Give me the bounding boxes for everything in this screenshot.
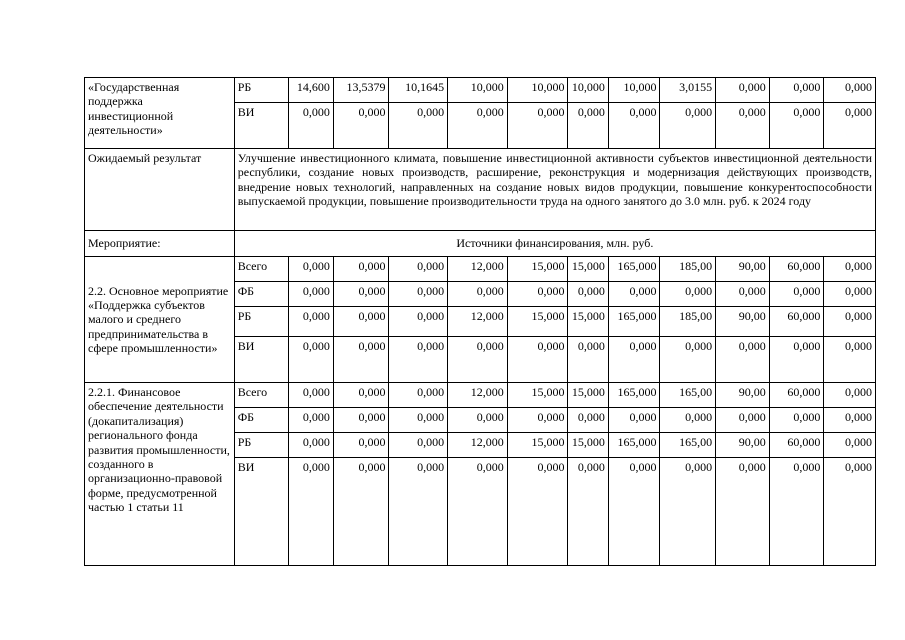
table-row — [85, 257, 876, 282]
value-cell: 0,000 — [716, 408, 770, 433]
value-cell: 0,000 — [333, 433, 389, 458]
value-cell: 0,000 — [507, 458, 568, 566]
source-cell: РБ — [234, 433, 289, 458]
value-cell: 12,000 — [448, 257, 508, 282]
value-cell: 0,000 — [289, 257, 334, 282]
value-cell: 0,000 — [660, 408, 716, 433]
value-cell: 0,000 — [769, 282, 824, 307]
value-cell: 10,000 — [608, 78, 660, 103]
value-cell: 90,00 — [716, 433, 770, 458]
value-cell: 165,00 — [660, 433, 716, 458]
value-cell: 0,000 — [289, 383, 334, 408]
value-cell: 185,00 — [660, 307, 716, 337]
value-cell: 12,000 — [448, 307, 508, 337]
source-cell: РБ — [234, 307, 289, 337]
value-cell: 0,000 — [824, 383, 876, 408]
value-cell: 60,000 — [769, 433, 824, 458]
value-cell: 0,000 — [289, 337, 334, 383]
value-cell: 0,000 — [608, 458, 660, 566]
value-cell: 15,000 — [507, 383, 568, 408]
value-cell: 0,000 — [333, 458, 389, 566]
value-cell: 0,000 — [824, 282, 876, 307]
source-cell: ФБ — [234, 408, 289, 433]
expected-result-label: Ожидаемый результат — [85, 149, 235, 231]
value-cell: 165,000 — [608, 383, 660, 408]
value-cell: 15,000 — [507, 257, 568, 282]
value-cell: 0,000 — [608, 282, 660, 307]
value-cell: 15,000 — [507, 307, 568, 337]
value-cell: 0,000 — [608, 337, 660, 383]
value-cell: 0,000 — [389, 307, 448, 337]
value-cell: 0,000 — [824, 78, 876, 103]
value-cell: 0,000 — [769, 458, 824, 566]
value-cell: 0,000 — [824, 408, 876, 433]
value-cell: 0,000 — [389, 433, 448, 458]
source-cell: РБ — [234, 78, 289, 103]
value-cell: 0,000 — [507, 103, 568, 149]
source-cell: ВИ — [234, 103, 289, 149]
value-cell: 0,000 — [716, 458, 770, 566]
value-cell: 0,000 — [389, 337, 448, 383]
value-cell: 10,000 — [448, 78, 508, 103]
source-cell: ВИ — [234, 337, 289, 383]
source-cell: ФБ — [234, 282, 289, 307]
expected-result-text: Улучшение инвестиционного климата, повышение инвестиционной активности субъектов инвестиционной деятельности республики, создание новых производств, расширение, реконструкция и модернизация действующих производств, внедрение новых технологий, направленных на создание новых видов продукции, повышение конкурентоспособности выпускаемой продукции, повышение производительности труда на одного занятого до 3.0 млн. руб. к 2024 году — [234, 149, 875, 231]
value-cell: 0,000 — [568, 103, 608, 149]
value-cell: 90,00 — [716, 257, 770, 282]
value-cell: 0,000 — [568, 458, 608, 566]
value-cell: 0,000 — [333, 103, 389, 149]
value-cell: 10,000 — [568, 78, 608, 103]
funding-sources-header: Источники финансирования, млн. руб. — [234, 231, 875, 257]
value-cell: 0,000 — [389, 282, 448, 307]
value-cell: 0,000 — [448, 337, 508, 383]
value-cell: 0,000 — [769, 408, 824, 433]
value-cell: 15,000 — [568, 257, 608, 282]
value-cell: 0,000 — [333, 282, 389, 307]
value-cell: 0,000 — [448, 282, 508, 307]
value-cell: 0,000 — [389, 458, 448, 566]
value-cell: 0,000 — [568, 337, 608, 383]
section2-title: 2.2. Основное мероприятие «Поддержка субъектов малого и среднего предпринимательства в сфере промышленности» — [85, 257, 235, 383]
value-cell: 0,000 — [289, 307, 334, 337]
value-cell: 13,5379 — [333, 78, 389, 103]
value-cell: 0,000 — [769, 337, 824, 383]
value-cell: 165,000 — [608, 433, 660, 458]
value-cell: 0,000 — [333, 307, 389, 337]
value-cell: 0,000 — [716, 78, 770, 103]
section1-title: «Государственная поддержка инвестиционной деятельности» — [85, 78, 235, 149]
value-cell: 0,000 — [608, 408, 660, 433]
value-cell: 0,000 — [289, 282, 334, 307]
financing-table — [84, 77, 876, 566]
value-cell: 10,000 — [507, 78, 568, 103]
value-cell: 15,000 — [507, 433, 568, 458]
value-cell: 0,000 — [716, 337, 770, 383]
value-cell: 3,0155 — [660, 78, 716, 103]
value-cell: 14,600 — [289, 78, 334, 103]
value-cell: 0,000 — [389, 383, 448, 408]
value-cell: 60,000 — [769, 307, 824, 337]
source-cell: Всего — [234, 383, 289, 408]
value-cell: 90,00 — [716, 307, 770, 337]
value-cell: 0,000 — [389, 408, 448, 433]
value-cell: 0,000 — [389, 103, 448, 149]
value-cell: 0,000 — [660, 103, 716, 149]
value-cell: 90,00 — [716, 383, 770, 408]
value-cell: 185,00 — [660, 257, 716, 282]
value-cell: 60,000 — [769, 383, 824, 408]
value-cell: 15,000 — [568, 307, 608, 337]
value-cell: 0,000 — [333, 408, 389, 433]
value-cell: 0,000 — [333, 337, 389, 383]
value-cell: 0,000 — [716, 282, 770, 307]
value-cell: 0,000 — [824, 307, 876, 337]
value-cell: 0,000 — [333, 257, 389, 282]
value-cell: 0,000 — [769, 78, 824, 103]
value-cell: 0,000 — [448, 408, 508, 433]
value-cell: 0,000 — [389, 257, 448, 282]
value-cell: 0,000 — [716, 103, 770, 149]
measure-label: Мероприятие: — [85, 231, 235, 257]
value-cell: 0,000 — [448, 103, 508, 149]
value-cell: 0,000 — [448, 458, 508, 566]
section3-title: 2.2.1. Финансовое обеспечение деятельности (докапитализация) регионального фонда развития промышленности, созданного в организационно-правовой форме, предусмотренной частью 1 статьи 11 — [85, 383, 235, 566]
source-cell: ВИ — [234, 458, 289, 566]
table-row — [85, 231, 876, 257]
value-cell: 0,000 — [289, 433, 334, 458]
value-cell: 0,000 — [608, 103, 660, 149]
value-cell: 15,000 — [568, 383, 608, 408]
value-cell: 0,000 — [507, 408, 568, 433]
value-cell: 0,000 — [769, 103, 824, 149]
value-cell: 0,000 — [824, 458, 876, 566]
value-cell: 0,000 — [507, 337, 568, 383]
value-cell: 12,000 — [448, 433, 508, 458]
value-cell: 0,000 — [289, 103, 334, 149]
source-cell: Всего — [234, 257, 289, 282]
value-cell: 10,1645 — [389, 78, 448, 103]
value-cell: 0,000 — [289, 408, 334, 433]
value-cell: 165,00 — [660, 383, 716, 408]
table-row — [85, 78, 876, 103]
value-cell: 0,000 — [568, 282, 608, 307]
value-cell: 0,000 — [824, 433, 876, 458]
table-row — [85, 149, 876, 231]
value-cell: 0,000 — [824, 257, 876, 282]
value-cell: 60,000 — [769, 257, 824, 282]
value-cell: 0,000 — [660, 282, 716, 307]
value-cell: 0,000 — [507, 282, 568, 307]
value-cell: 0,000 — [660, 458, 716, 566]
value-cell: 0,000 — [568, 408, 608, 433]
value-cell: 165,000 — [608, 257, 660, 282]
value-cell: 0,000 — [660, 337, 716, 383]
value-cell: 15,000 — [568, 433, 608, 458]
value-cell: 12,000 — [448, 383, 508, 408]
value-cell: 0,000 — [824, 103, 876, 149]
value-cell: 0,000 — [824, 337, 876, 383]
value-cell: 0,000 — [289, 458, 334, 566]
value-cell: 0,000 — [333, 383, 389, 408]
value-cell: 165,000 — [608, 307, 660, 337]
table-row — [85, 383, 876, 408]
